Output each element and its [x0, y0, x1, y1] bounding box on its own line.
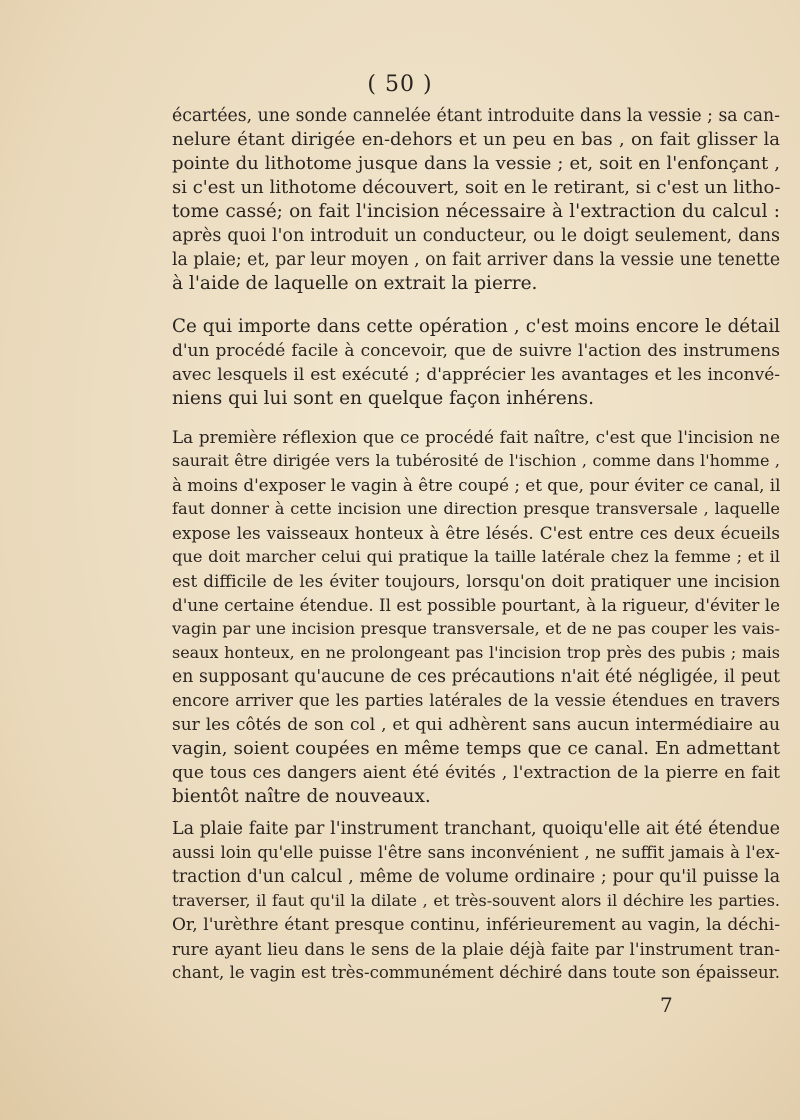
paragraph-2 — [172, 315, 780, 411]
text-line: La plaie faite par l'instrument tranchant, quoiqu'elle ait été étendue — [172, 819, 780, 839]
text-line: chant, le vagin est très-communément déchiré dans toute son épaisseur. — [172, 963, 780, 982]
page-number: ( 50 ) — [367, 72, 433, 97]
text-line: à l'aide de laquelle on extrait la pierre. — [172, 273, 538, 294]
text-line: Ce qui importe dans cette opération , c'est moins encore le détail — [172, 316, 780, 337]
text-line: seaux honteux, en ne prolongeant pas l'incision trop près des pubis ; mais — [172, 643, 780, 662]
text-line: nelure étant dirigée en-dehors et un peu en bas , on fait glisser la — [172, 129, 780, 150]
text-line: d'un procédé facile à concevoir, que de suivre l'action des instrumens — [172, 341, 780, 361]
text-line: la plaie; et, par leur moyen , on fait arriver dans la vessie une tenette — [172, 250, 781, 270]
text-line: sur les côtés de son col , et qui adhèrent sans aucun intermédiaire au — [172, 715, 780, 735]
text-line: si c'est un lithotome découvert, soit en le retirant, si c'est un litho- — [172, 177, 781, 198]
text-line: Or, l'urèthre étant presque continu, inférieurement au vagin, la déchi- — [172, 915, 780, 935]
text-line: faut donner à cette incision une direction presque transversale , laquelle — [172, 499, 780, 518]
text-line: expose les vaisseaux honteux à être lésés. C'est entre ces deux écueils — [172, 523, 780, 543]
text-line: encore arriver que les parties latérales de la vessie étendues en travers — [172, 691, 780, 710]
text-line: traction d'un calcul , même de volume ordinaire ; pour qu'il puisse la — [172, 867, 780, 887]
text-line: écartées, une sonde cannelée étant introduite dans la vessie ; sa can- — [172, 106, 780, 126]
text-line: que doit marcher celui qui pratique la taille latérale chez la femme ; et il — [172, 547, 780, 566]
text-line: tome cassé; on fait l'incision nécessaire à l'extraction du calcul : — [172, 201, 780, 222]
text-line: traverser, il faut qu'il la dilate , et très-souvent alors il déchire les parties. — [172, 891, 780, 910]
text-line: en supposant qu'aucune de ces précautions n'ait été négligée, il peut — [172, 667, 780, 687]
text-line: La première réflexion que ce procédé fait naître, c'est que l'incision ne — [172, 427, 780, 447]
paragraph-1 — [172, 104, 780, 296]
text-line: saurait être dirigée vers la tubérosité de l'ischion , comme dans l'homme , — [172, 451, 780, 470]
text-line: d'une certaine étendue. Il est possible pourtant, à la rigueur, d'éviter le — [172, 595, 780, 615]
paragraph-3 — [172, 425, 780, 809]
text-line: vagin, soient coupées en même temps que ce canal. En admettant — [172, 738, 780, 759]
text-line: pointe du lithotome jusque dans la vessie ; et, soit en l'enfonçant , — [172, 153, 780, 174]
text-line: rure ayant lieu dans le sens de la plaie déjà faite par l'instrument tran- — [172, 939, 780, 959]
text-line: vagin par une incision presque transversale, et de ne pas couper les vais- — [172, 619, 780, 638]
text-line: avec lesquels il est exécuté ; d'apprécier les avantages et les inconvé- — [172, 365, 780, 385]
signature-mark: 7 — [660, 993, 673, 1017]
text-line: à moins d'exposer le vagin à être coupé ; et que, pour éviter ce canal, il — [172, 475, 781, 495]
text-line: que tous ces dangers aient été évités , l'extraction de la pierre en fait — [172, 763, 780, 783]
paragraph-4 — [172, 817, 780, 985]
text-line: après quoi l'on introduit un conducteur, ou le doigt seulement, dans — [172, 226, 780, 246]
text-line: est difficile de les éviter toujours, lorsqu'on doit pratiquer une incision — [172, 571, 780, 591]
text-line: niens qui lui sont en quelque façon inhérens. — [172, 388, 595, 409]
text-line: aussi loin qu'elle puisse l'être sans inconvénient , ne suffit jamais à l'ex- — [172, 843, 780, 862]
text-line: bientôt naître de nouveaux. — [172, 786, 431, 807]
